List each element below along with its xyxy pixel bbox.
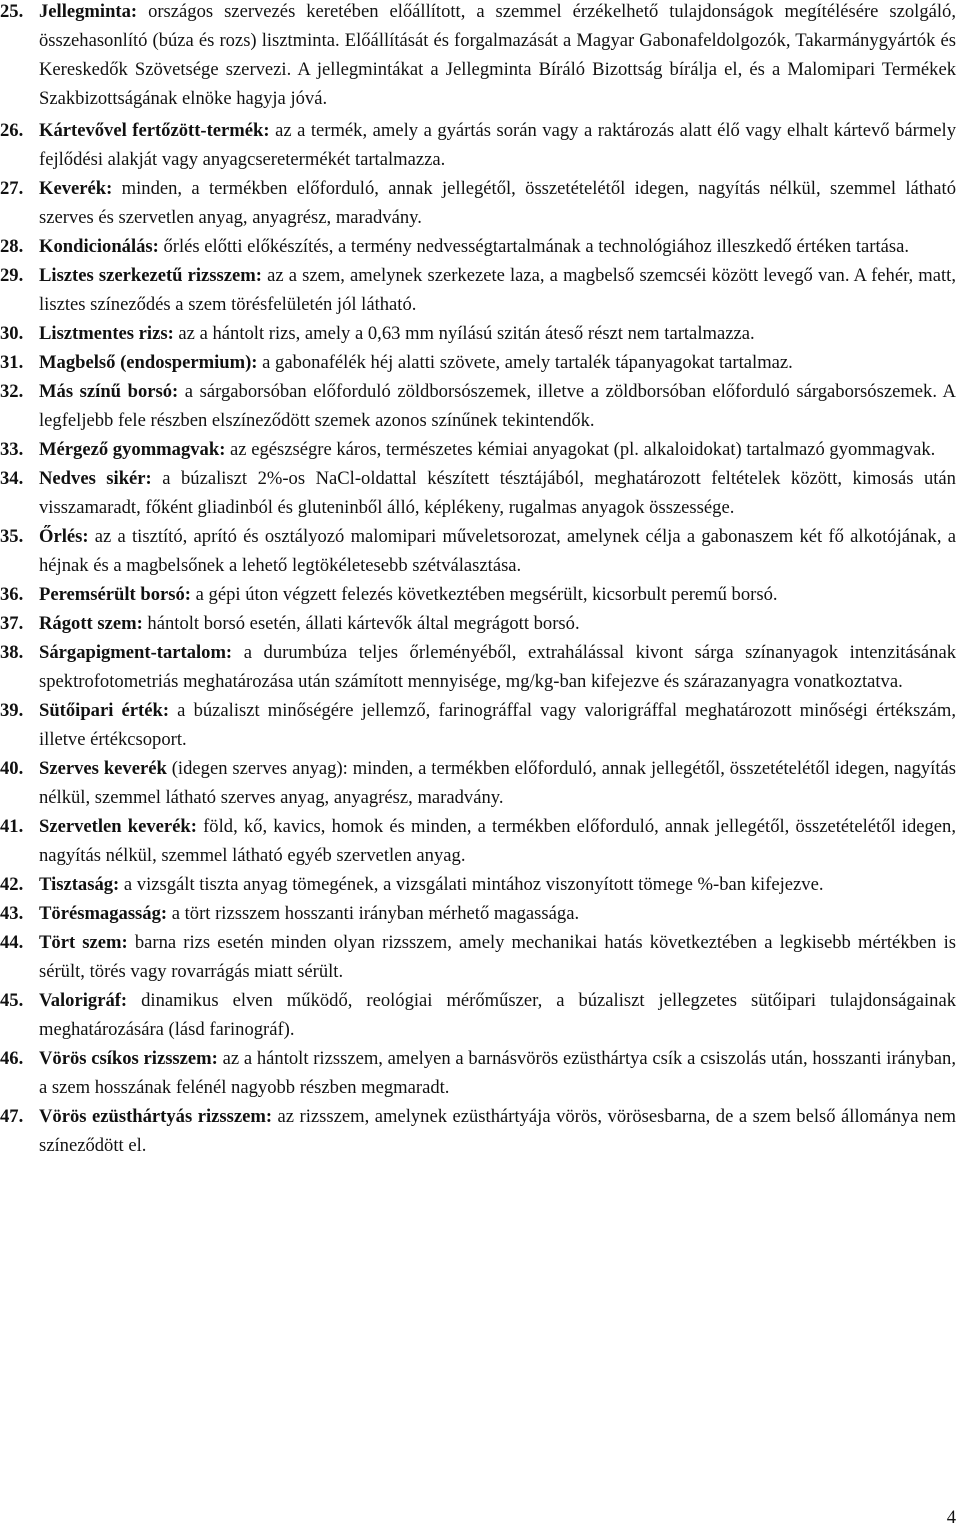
entry-definition: az a hántolt rizs, amely a 0,63 mm nyílású szitán áteső részt nem tartalmazza. xyxy=(173,323,755,344)
entry-text xyxy=(39,638,956,696)
entry-number: 40. xyxy=(0,758,24,779)
entry-term: Valorigráf: xyxy=(39,990,128,1011)
entry-term: Kondicionálás: xyxy=(39,236,159,257)
entry-term: Őrlés: xyxy=(39,526,89,547)
entry-text xyxy=(39,261,956,319)
entry-definition: az a szem, amelynek szerkezete laza, a magbelső szemcséi között levegő van. A fehér, matt, lisztes színeződés a szem törésfelületén jól látható. xyxy=(39,265,956,315)
entry-term: Más színű borsó: xyxy=(39,381,179,402)
entry-definition: a durumbúza teljes őrleményéből, extrahálással kivont sárga színanyagok intenzitásának spektrofotometriás meghatározása után számított mennyisége, mg/kg-ban kifejezve és szárazanyagra vonatkoztatva. xyxy=(39,642,956,692)
entry-term: Mérgező gyommagvak: xyxy=(39,439,226,460)
entry-definition: hántolt borsó esetén, állati kártevők által megrágott borsó. xyxy=(142,613,580,634)
entry-number: 27. xyxy=(0,178,24,199)
definition-entry-35 xyxy=(0,522,956,580)
entry-definition: a tört rizsszem hosszanti irányban mérhető magassága. xyxy=(167,903,580,924)
entry-term: Lisztmentes rizs: xyxy=(39,323,174,344)
definition-entry-36 xyxy=(0,580,956,609)
entry-term: Keverék: xyxy=(39,178,113,199)
entry-term: Magbelső (endospermium): xyxy=(39,352,258,373)
entry-term: Jellegminta: xyxy=(39,1,138,22)
definition-entry-26 xyxy=(0,116,956,174)
entry-text xyxy=(39,377,956,435)
entry-definition: a búzaliszt 2%-os NaCl-oldattal készített tésztájából, meghatározott feltételek között, kimosás után visszamaradt, főként gliadinból és gluteninből álló, képlékeny, rugalmas anyagok összessége. xyxy=(39,468,956,518)
definition-entry-29 xyxy=(0,261,956,319)
entry-text xyxy=(39,696,956,754)
entry-number: 25. xyxy=(0,1,24,22)
definition-entry-31 xyxy=(0,348,956,377)
definition-entry-40 xyxy=(0,754,956,812)
entry-number: 44. xyxy=(0,932,24,953)
entry-definition: országos szervezés keretében előállított, a szemmel érzékelhető tulajdonságok megítélésére szolgáló, összehasonlító (búza és rozs) lisztminta. Előállítását és forgalmazását a Magyar Gabonafeldolgozók, Takarmánygyártók és Kereskedők Szövetsége szervezi. A jellegmintákat a Jellegminta Bíráló Bizottság bírálja el, és a Malomipari Termékek Szakbizottságának elnöke hagyja jóvá. xyxy=(39,1,956,109)
entry-definition: a vizsgált tiszta anyag tömegének, a vizsgálati mintához viszonyított tömege %-ban kifejezve. xyxy=(119,874,824,895)
definition-entry-33 xyxy=(0,435,956,464)
entry-definition: az a hántolt rizsszem, amelyen a barnásvörös ezüsthártya csík a csiszolás után, hosszanti irányban, a szem hosszának felénél nagyobb részben megmaradt. xyxy=(39,1048,956,1098)
entry-number: 43. xyxy=(0,903,24,924)
entry-term: Szerves keverék xyxy=(39,758,167,779)
entry-definition: az rizsszem, amelynek ezüsthártyája vörös, vörösesbarna, de a szem belső állománya nem színeződött el. xyxy=(39,1106,956,1156)
entry-term: Rágott szem: xyxy=(39,613,143,634)
entry-definition: a sárgaborsóban előforduló zöldborsószemek, illetve a zöldborsóban előforduló sárgaborsószemek. A legfeljebb fele részben elszíneződött szemek azonos színűnek tekintendők. xyxy=(39,381,956,431)
entry-text xyxy=(39,464,956,522)
definition-entry-44 xyxy=(0,928,956,986)
entry-term: Sárgapigment-tartalom: xyxy=(39,642,233,663)
definition-entry-32 xyxy=(0,377,956,435)
entry-text xyxy=(39,319,956,348)
entry-term: Peremsérült borsó: xyxy=(39,584,191,605)
entry-term: Szervetlen keverék: xyxy=(39,816,197,837)
entry-term: Lisztes szerkezetű rizsszem: xyxy=(39,265,262,286)
entry-text xyxy=(39,0,956,113)
entry-definition: (idegen szerves anyag): minden, a termékben előforduló, annak jellegétől, összetételétől idegen, nagyítás nélkül, szemmel látható szerves anyag, anyagrész, maradvány. xyxy=(39,758,956,808)
definition-entry-25 xyxy=(0,0,956,113)
entry-text xyxy=(39,754,956,812)
definition-entry-46 xyxy=(0,1044,956,1102)
entry-number: 39. xyxy=(0,700,24,721)
entry-text xyxy=(39,522,956,580)
entry-number: 26. xyxy=(0,120,24,141)
entry-number: 31. xyxy=(0,352,24,373)
definition-entry-37 xyxy=(0,609,956,638)
entry-number: 45. xyxy=(0,990,24,1011)
entry-text xyxy=(39,1044,956,1102)
entry-definition: a búzaliszt minőségére jellemző, farinográffal vagy valorigráffal meghatározott minőségi értékszám, illetve értékcsoport. xyxy=(39,700,957,750)
entry-number: 41. xyxy=(0,816,24,837)
entry-definition: minden, a termékben előforduló, annak jellegétől, összetételétől idegen, nagyítás nélkül, szemmel látható szerves és szervetlen anyag, anyagrész, maradvány. xyxy=(39,178,956,228)
entry-number: 32. xyxy=(0,381,24,402)
entry-number: 36. xyxy=(0,584,24,605)
entry-text xyxy=(39,609,956,638)
entry-text xyxy=(39,580,956,609)
definition-entry-27 xyxy=(0,174,956,232)
entry-number: 47. xyxy=(0,1106,24,1127)
entry-text xyxy=(39,899,956,928)
entry-number: 30. xyxy=(0,323,24,344)
entry-definition: a gabonafélék héj alatti szövete, amely tartalék tápanyagokat tartalmaz. xyxy=(257,352,793,373)
entry-term: Tört szem: xyxy=(39,932,128,953)
entry-term: Vörös csíkos rizsszem: xyxy=(39,1048,218,1069)
entry-text xyxy=(39,1102,956,1160)
entry-definition: a gépi úton végzett felezés következtében megsérült, kicsorbult peremű borsó. xyxy=(190,584,778,605)
entry-text xyxy=(39,812,956,870)
entry-text xyxy=(39,870,956,899)
entry-number: 35. xyxy=(0,526,24,547)
definition-entry-45 xyxy=(0,986,956,1044)
page-number: 4 xyxy=(946,1507,956,1528)
entry-text xyxy=(39,232,956,261)
entry-definition: őrlés előtti előkészítés, a termény nedvességtartalmának a technológiához illeszkedő értéken tartása. xyxy=(158,236,910,257)
definition-entry-28 xyxy=(0,232,956,261)
entry-term: Sütőipari érték: xyxy=(39,700,170,721)
entry-term: Vörös ezüsthártyás rizsszem: xyxy=(39,1106,273,1127)
definition-entry-30 xyxy=(0,319,956,348)
entry-definition: az a termék, amely a gyártás során vagy a raktározás alatt élő vagy elhalt kártevő bármely fejlődési alakját vagy anyagcseretermékét tartalmazza. xyxy=(39,120,956,170)
definition-entry-39 xyxy=(0,696,956,754)
entry-term: Nedves sikér: xyxy=(39,468,152,489)
entry-term: Tisztaság: xyxy=(39,874,120,895)
definition-entry-41 xyxy=(0,812,956,870)
entry-number: 42. xyxy=(0,874,24,895)
entry-text xyxy=(39,986,956,1044)
entry-number: 38. xyxy=(0,642,24,663)
entry-text xyxy=(39,435,956,464)
definition-entry-42 xyxy=(0,870,956,899)
definition-entry-38 xyxy=(0,638,956,696)
entry-number: 29. xyxy=(0,265,24,286)
entry-number: 37. xyxy=(0,613,24,634)
entry-text xyxy=(39,116,956,174)
entry-number: 33. xyxy=(0,439,24,460)
entry-number: 28. xyxy=(0,236,24,257)
entry-term: Törésmagasság: xyxy=(39,903,168,924)
definition-entry-47 xyxy=(0,1102,956,1160)
entry-term: Kártevővel fertőzött-termék: xyxy=(39,120,270,141)
entry-text xyxy=(39,928,956,986)
entry-definition: az a tisztító, aprító és osztályozó malomipari műveletsorozat, amelynek célja a gabonaszem két fő alkotójának, a héjnak és a magbelsőnek a lehető legtökéletesebb szétválasztása. xyxy=(39,526,956,576)
entry-definition: barna rizs esetén minden olyan rizsszem, amely mechanikai hatás következtében a legkisebb mértékben is sérült, törés vagy rovarrágás miatt sérült. xyxy=(39,932,956,982)
entry-definition: dinamikus elven működő, reológiai mérőműszer, a búzaliszt jellegzetes sütőipari tulajdonságainak meghatározására (lásd farinográf). xyxy=(39,990,956,1040)
entry-definition: az egészségre káros, természetes kémiai anyagokat (pl. alkaloidokat) tartalmazó gyommagvak. xyxy=(225,439,936,460)
definition-entry-34 xyxy=(0,464,956,522)
entry-text xyxy=(39,348,956,377)
entry-number: 46. xyxy=(0,1048,24,1069)
entry-text xyxy=(39,174,956,232)
entry-number: 34. xyxy=(0,468,24,489)
definition-entry-43 xyxy=(0,899,956,928)
entry-definition: föld, kő, kavics, homok és minden, a termékben előforduló, annak jellegétől, összetételétől idegen, nagyítás nélkül, szemmel látható egyéb szervetlen anyag. xyxy=(39,816,956,866)
